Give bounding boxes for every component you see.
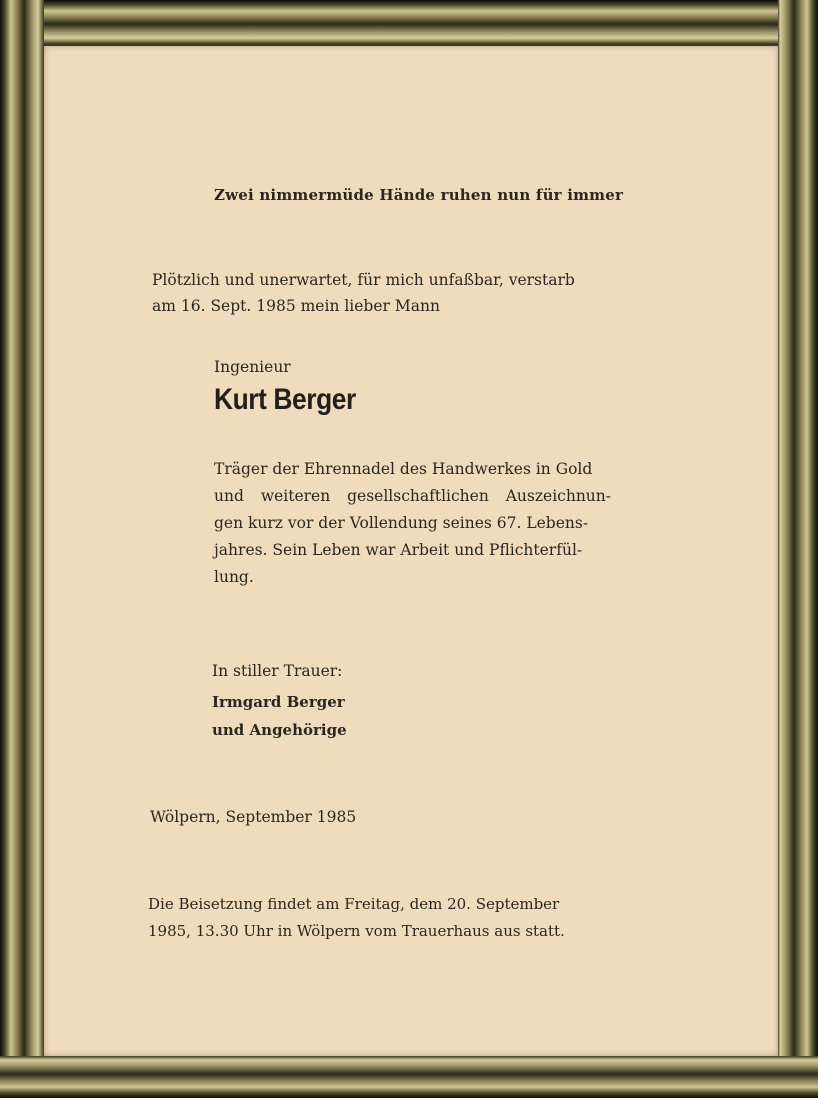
mourner-1: Irmgard Berger [212, 693, 345, 711]
place-date: Wölpern, September 1985 [150, 808, 357, 826]
bio-line-5: lung. [214, 568, 254, 586]
frame-right [778, 0, 818, 1098]
obituary-notice [44, 46, 778, 1056]
frame-left [0, 0, 44, 1098]
funeral-line-1: Die Beisetzung findet am Freitag, dem 20. September [148, 895, 560, 913]
deceased-title: Ingenieur [214, 358, 291, 376]
funeral-line-2: 1985, 13.30 Uhr in Wölpern vom Trauerhaus aus statt. [148, 922, 565, 940]
bio-line-2: und weiteren gesellschaftlichen Auszeichnun- [214, 487, 612, 505]
mourning-label: In stiller Trauer: [212, 662, 343, 680]
bio-line-3: gen kurz vor der Vollendung seines 67. Lebens- [214, 514, 589, 532]
intro-line-2: am 16. Sept. 1985 mein lieber Mann [152, 297, 440, 315]
frame-top [0, 0, 818, 46]
deceased-name: Kurt Berger [214, 383, 356, 416]
frame-bottom [0, 1056, 818, 1098]
bio-line-4: jahres. Sein Leben war Arbeit und Pflichterfül- [214, 541, 583, 559]
bio-line-1: Träger der Ehrennadel des Handwerkes in Gold [214, 460, 593, 478]
motto: Zwei nimmermüde Hände ruhen nun für immer [214, 186, 624, 204]
intro-line-1: Plötzlich und unerwartet, für mich unfaßbar, verstarb [152, 271, 575, 289]
mourner-2: und Angehörige [212, 721, 347, 739]
